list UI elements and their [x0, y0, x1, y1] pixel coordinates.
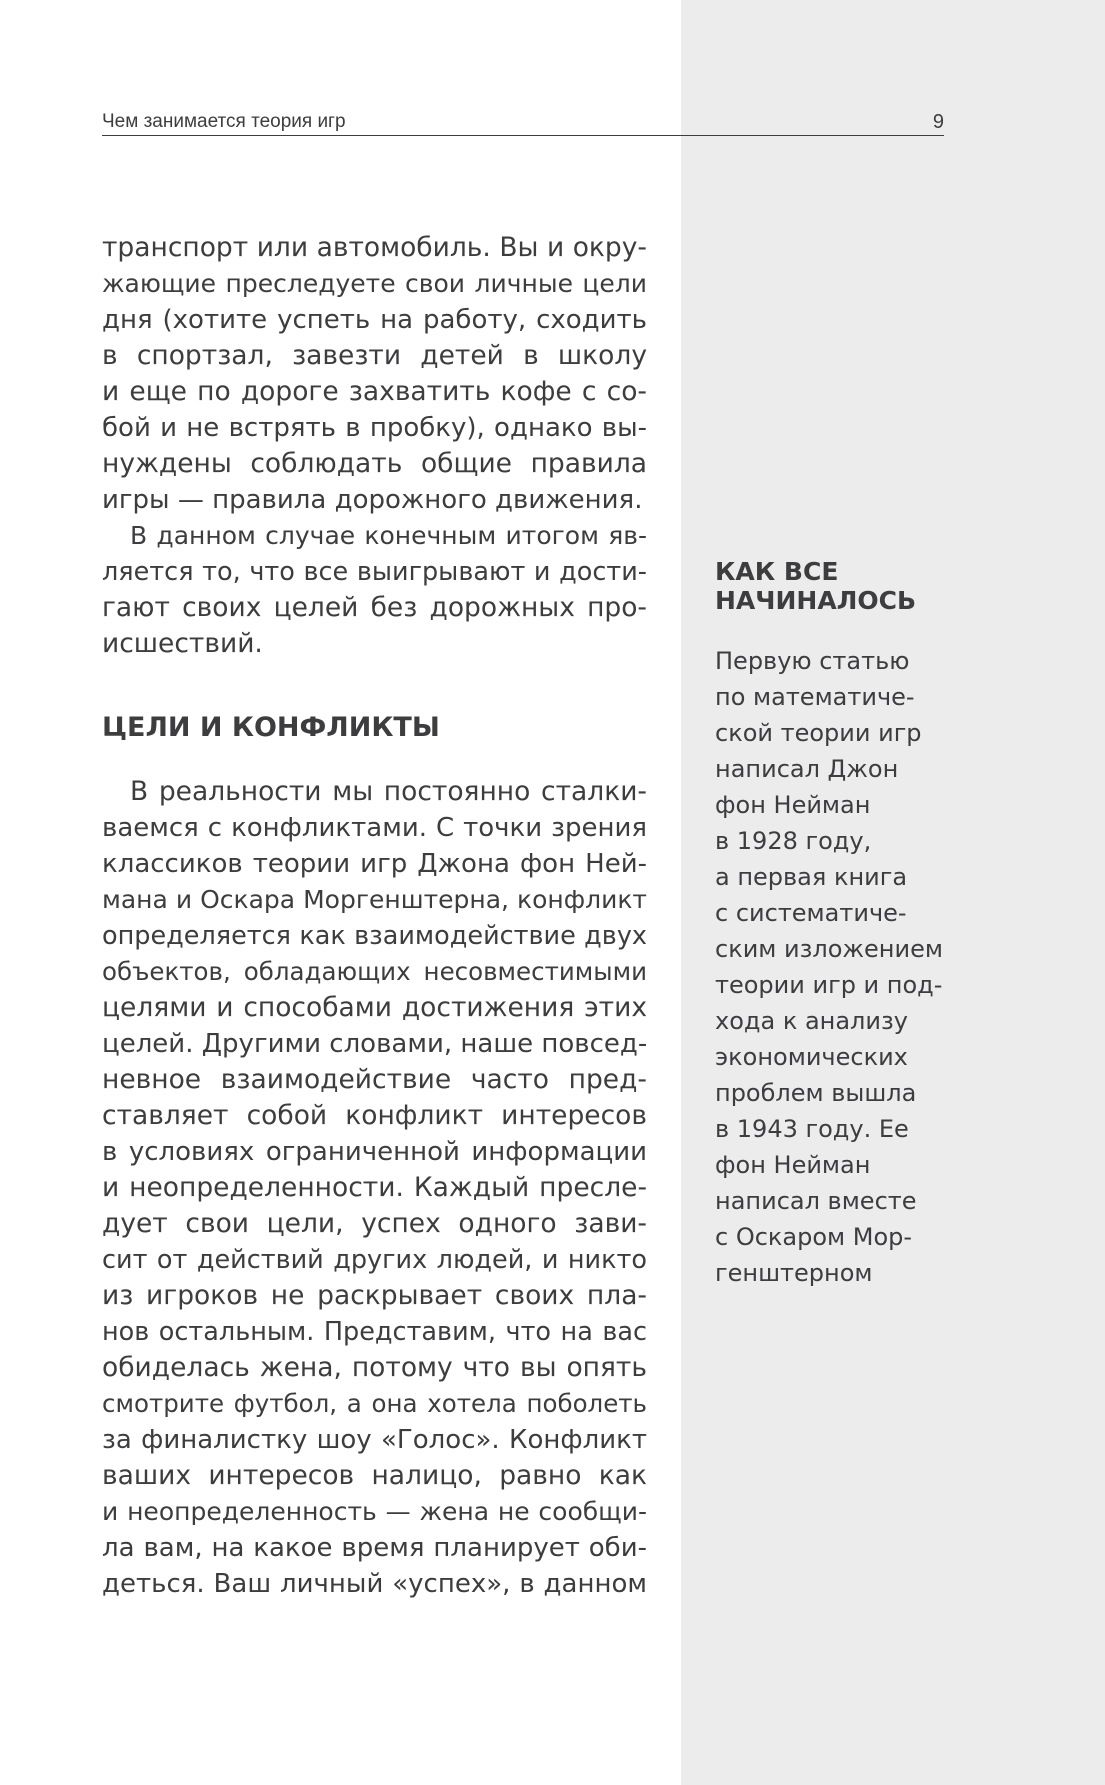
- sidebar-text-line: с систематиче-: [715, 899, 907, 927]
- sidebar-title-line: КАК ВСЕ: [715, 557, 839, 586]
- page-number: 9: [932, 111, 944, 133]
- sidebar-text-line: в 1928 году,: [715, 827, 872, 855]
- paragraph: [102, 230, 647, 518]
- text-line: ставляет собой конфликт интересов: [102, 1100, 647, 1131]
- sidebar-text-line: по математиче-: [715, 683, 915, 711]
- sidebar-text-line: написал Джон: [715, 755, 899, 783]
- text-line: обиделась жена, потому что вы опять: [102, 1352, 647, 1383]
- text-line: мана и Оскара Моргенштерна, конфликт: [102, 885, 647, 914]
- text-line: из игроков не раскрывает своих пла-: [102, 1280, 647, 1311]
- text-line: и неопределенности. Каждый пресле-: [102, 1172, 647, 1203]
- sidebar-text-line: проблем вышла: [715, 1079, 917, 1107]
- text-line: сит от действий других людей, и никто: [102, 1245, 647, 1275]
- text-line: транспорт или автомобиль. Вы и окру-: [102, 232, 647, 263]
- text-line: дня (хотите успеть на работу, сходить: [102, 305, 647, 335]
- sidebar-text-line: теории игр и под-: [715, 971, 943, 999]
- text-line: ваших интересов налицо, равно как: [102, 1460, 647, 1491]
- running-title: Чем занимается теория игр: [102, 111, 346, 132]
- sidebar-body: [715, 643, 945, 1291]
- text-line: нов остальным. Представим, что на вас: [102, 1317, 647, 1347]
- section-heading: ЦЕЛИ И КОНФЛИКТЫ: [102, 712, 440, 743]
- text-line: определяется как взаимодействие двух: [102, 921, 647, 951]
- text-line: деться. Ваш личный «успех», в данном: [102, 1569, 647, 1599]
- text-line: ла вам, на какое время планирует оби-: [102, 1533, 647, 1563]
- text-line: жающие преследуете свои личные цели: [102, 269, 647, 298]
- text-line: и неопределенность — жена не сообщи-: [102, 1497, 647, 1526]
- sidebar-text-line: ским изложением: [715, 935, 943, 963]
- sidebar-title-line: НАЧИНАЛОСЬ: [715, 586, 917, 615]
- text-line: ляется то, что все выигрывают и дости-: [102, 557, 647, 587]
- sidebar-text-line: хода к анализу: [715, 1007, 908, 1035]
- running-header: [102, 108, 944, 136]
- text-line: за финалистку шоу «Голос». Конфликт: [102, 1425, 647, 1455]
- sidebar-text-line: написал вместе: [715, 1187, 917, 1215]
- text-line: в спортзал, завезти детей в школу: [102, 340, 647, 371]
- sidebar-text-line: а первая книга: [715, 863, 908, 891]
- text-line: дует свои цели, успех одного зави-: [102, 1208, 647, 1239]
- text-line: смотрите футбол, а она хотела поболеть: [102, 1389, 647, 1418]
- text-line: гают своих целей без дорожных про-: [102, 592, 647, 623]
- text-line: и еще по дороге захватить кофе с со-: [102, 376, 647, 407]
- text-line: В реальности мы постоянно сталки-: [130, 776, 647, 807]
- text-line: классиков теории игр Джона фон Ней-: [102, 849, 647, 879]
- text-line: невное взаимодействие часто пред-: [102, 1064, 647, 1095]
- sidebar-note: [715, 557, 945, 1291]
- text-line: нуждены соблюдать общие правила: [102, 448, 647, 479]
- sidebar-text-line: с Оскаром Мор-: [715, 1223, 913, 1251]
- main-text-column: [102, 230, 647, 1602]
- sidebar-text-line: фон Нейман: [715, 1151, 871, 1179]
- text-line: игры — правила дорожного движения.: [102, 485, 643, 515]
- sidebar-text-line: Первую статью: [715, 647, 910, 675]
- sidebar-text-line: в 1943 году. Ее: [715, 1115, 909, 1143]
- sidebar-text-line: ской теории игр: [715, 719, 922, 747]
- text-line: целями и способами достижения этих: [102, 992, 647, 1023]
- text-line: В данном случае конечным итогом яв-: [130, 521, 647, 550]
- text-line: ваемся с конфликтами. С точки зрения: [102, 813, 647, 843]
- paragraph: [102, 774, 647, 1602]
- paragraph: [102, 518, 647, 662]
- sidebar-title: [715, 557, 945, 615]
- text-line: бой и не встрять в пробку), однако вы-: [102, 413, 647, 443]
- text-line: в условиях ограниченной информации: [102, 1137, 647, 1167]
- text-line: целей. Другими словами, наше повсед-: [102, 1029, 648, 1059]
- text-line: объектов, обладающих несовместимыми: [102, 957, 647, 986]
- sidebar-text-line: генштерном: [715, 1259, 873, 1287]
- sidebar-text-line: фон Нейман: [715, 791, 871, 819]
- sidebar-text-line: экономических: [715, 1043, 908, 1071]
- text-line: исшествий.: [102, 628, 263, 659]
